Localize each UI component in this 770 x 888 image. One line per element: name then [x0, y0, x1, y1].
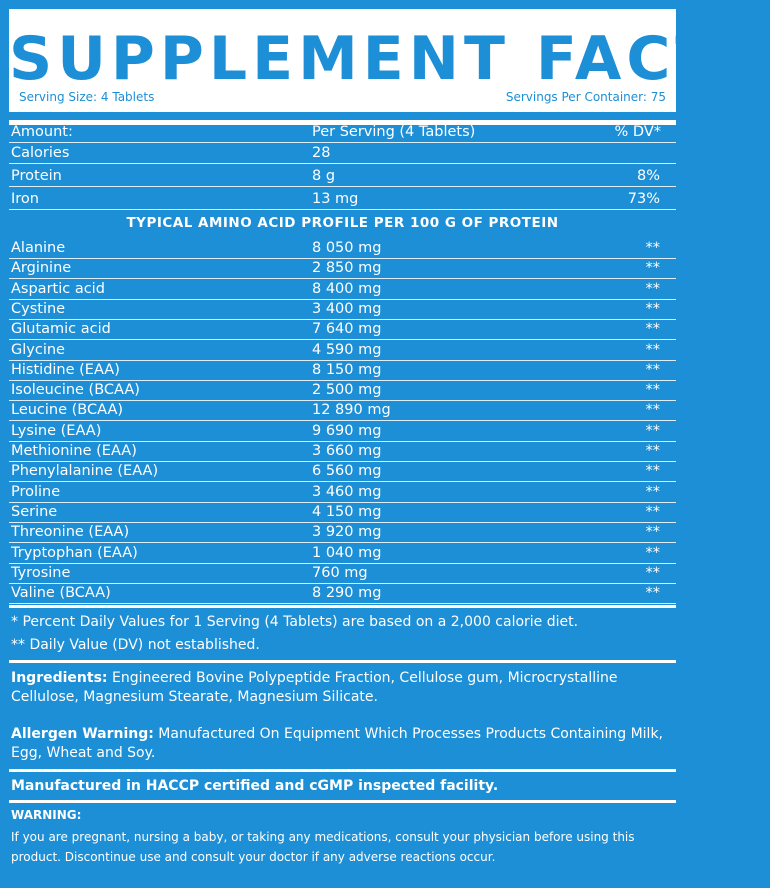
row-name: Glycine	[11, 341, 65, 358]
row-dv: **	[645, 361, 660, 378]
row-divider	[9, 603, 676, 604]
row-amount: 9 690 mg	[312, 422, 382, 439]
row-name: Lysine (EAA)	[11, 422, 102, 439]
header-panel	[9, 9, 770, 112]
row-name: Calories	[11, 145, 70, 161]
row-dv: **	[645, 564, 660, 581]
row-amount: 2 850 mg	[312, 260, 382, 277]
warning-heading: WARNING:	[11, 808, 82, 822]
row-dv: **	[645, 503, 660, 520]
row-amount: 13 mg	[312, 191, 359, 207]
facility-statement: Manufactured in HACCP certified and cGMP inspected facility.	[11, 778, 499, 794]
row-dv: **	[645, 260, 660, 277]
row-divider	[9, 186, 676, 187]
row-name: Methionine (EAA)	[11, 443, 137, 459]
row-divider	[9, 209, 676, 210]
row-dv: **	[645, 341, 660, 358]
row-dv: **	[645, 483, 660, 500]
page-title: SUPPLEMENT FACTS	[9, 24, 770, 94]
row-amount: 760 mg	[312, 564, 368, 581]
row-dv: **	[645, 422, 660, 439]
row-name: Proline	[11, 483, 61, 500]
row-amount: 8 g	[312, 168, 336, 184]
row-amount: 6 560 mg	[312, 463, 382, 480]
row-name: Phenylalanine (EAA)	[11, 463, 159, 480]
row-name: Isoleucine (BCAA)	[11, 382, 140, 399]
thick-rule-warning	[9, 800, 676, 803]
thick-rule-ingredients	[9, 660, 676, 663]
allergen-text: Manufactured On Equipment Which Processes Products Containing Milk, Egg, Wheat and Soy.	[11, 726, 664, 761]
thick-rule-bottom	[9, 605, 676, 608]
servings-per-container: Servings Per Container: 75	[505, 90, 666, 104]
ingredients-label: Ingredients:	[11, 670, 108, 686]
row-name: Iron	[11, 191, 39, 207]
row-name: Glutamic acid	[11, 321, 111, 338]
row-name: Tyrosine	[11, 564, 71, 581]
row-amount: 4 150 mg	[312, 503, 382, 520]
row-amount: 8 150 mg	[312, 361, 382, 378]
row-dv: **	[645, 321, 660, 338]
row-amount: 7 640 mg	[312, 321, 382, 338]
row-amount: 8 050 mg	[312, 240, 382, 256]
serving-size: Serving Size: 4 Tablets	[19, 90, 155, 104]
row-name: Cystine	[11, 300, 66, 317]
col-amount: Amount:	[11, 124, 73, 140]
row-name: Protein	[11, 168, 62, 184]
row-name: Tryptophan (EAA)	[11, 544, 138, 561]
thick-rule-facility	[9, 769, 676, 772]
row-name: Aspartic acid	[11, 280, 105, 297]
row-dv: **	[645, 240, 660, 256]
row-dv: **	[645, 402, 660, 419]
row-amount: 1 040 mg	[312, 544, 382, 561]
row-dv: **	[645, 524, 660, 541]
row-amount: 12 890 mg	[312, 402, 391, 419]
row-dv: **	[645, 463, 660, 480]
ingredients	[11, 669, 671, 707]
row-amount: 3 460 mg	[312, 483, 382, 500]
row-dv: 73%	[627, 191, 660, 207]
allergen-label: Allergen Warning:	[11, 726, 154, 742]
row-amount: 3 920 mg	[312, 524, 382, 541]
row-amount: 8 290 mg	[312, 585, 382, 602]
row-dv: **	[645, 300, 660, 317]
row-amount: 8 400 mg	[312, 280, 382, 297]
row-name: Histidine (EAA)	[11, 361, 120, 378]
row-amount: 2 500 mg	[312, 382, 382, 399]
row-name: Arginine	[11, 260, 72, 277]
row-dv: **	[645, 443, 660, 459]
row-name: Alanine	[11, 240, 66, 256]
dv-footnote: * Percent Daily Values for 1 Serving (4 Tablets) are based on a 2,000 calorie diet.	[11, 614, 579, 630]
warning-text: If you are pregnant, nursing a baby, or taking any medications, consult your physician before using this product. Discontinue use and consult your doctor if any adverse reactions occur.	[11, 830, 635, 864]
row-amount: 3 660 mg	[312, 443, 382, 459]
row-name: Valine (BCAA)	[11, 585, 111, 602]
row-name: Threonine (EAA)	[11, 524, 130, 541]
row-divider	[9, 163, 676, 164]
row-name: Leucine (BCAA)	[11, 402, 124, 419]
allergen-warning	[11, 725, 671, 763]
not-established-footnote: ** Daily Value (DV) not established.	[11, 637, 260, 653]
row-divider	[9, 142, 676, 143]
ingredients-text: Engineered Bovine Polypeptide Fraction, Cellulose gum, Microcrystalline Cellulose, Magnesium Stearate, Magnesium Silicate.	[11, 670, 618, 705]
amino-heading: TYPICAL AMINO ACID PROFILE PER 100 G OF PROTEIN	[126, 215, 559, 231]
col-per-serving: Per Serving (4 Tablets)	[312, 124, 476, 140]
row-amount: 28	[312, 145, 331, 161]
row-amount: 3 400 mg	[312, 300, 382, 317]
row-dv: **	[645, 585, 660, 602]
row-dv: **	[645, 544, 660, 561]
row-dv: **	[645, 382, 660, 399]
row-dv: **	[645, 280, 660, 297]
col-dv: % DV*	[614, 124, 661, 140]
row-dv: 8%	[636, 168, 660, 184]
row-name: Serine	[11, 503, 58, 520]
row-amount: 4 590 mg	[312, 341, 382, 358]
